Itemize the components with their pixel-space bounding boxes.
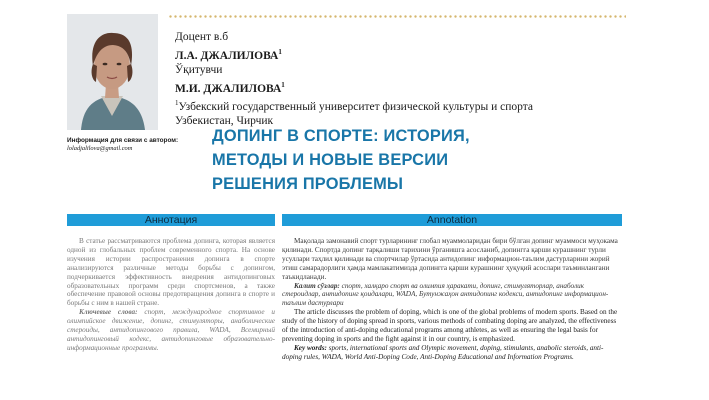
affiliation-sup: 1	[175, 99, 179, 108]
portrait-photo-icon	[67, 14, 158, 130]
article-title-line1: ДОПИНГ В СПОРТЕ: ИСТОРИЯ,	[212, 127, 470, 145]
annotation-column	[282, 237, 622, 362]
annotation-en-body: The article discusses the problem of doping, which is one of the global problems of modern sports. Based on the study of the history of doping spread in sports, various methods of combating doping are analyzed, the effectiveness of the introduction of anti-doping educational programs among athletes, as well as ensuring the legal basis for preventing doping in sports and the fight against it in our country, is emphasized.	[282, 308, 618, 343]
article-title-line2: МЕТОДЫ И НОВЫЕ ВЕРСИИ	[212, 151, 449, 169]
annotation-uz-body: Мақолада замонавий спорт турларининг глобал муаммоларидан бири бўлган допинг муаммоси муҳокама қилинади. Спортда допинг тарқалиши тарихини ўрганишга асосланиб, допингга қарши курашнинг турли усуллари таҳлил қилинади ва спортчилар ўртасида антидопинг информацион-таълим дастурларини жорий этиш самарадорлиги ҳамда мамлакатимизда допингга қарши курашнинг ҳуқуқий асослари таъминлангани таъкидланади.	[282, 237, 618, 281]
affiliation	[175, 96, 635, 114]
dotted-rule	[168, 14, 626, 20]
article-title-line3: РЕШЕНИЯ ПРОБЛЕМЫ	[212, 175, 404, 193]
author2-name	[175, 78, 635, 96]
annotation-ru-body: В статье рассматриваются проблема допинга, которая является одной из глобальных проблем современного спорта. На основе изучения истории распространения допинга в спорте анализируются различные методы борьбы с допингом, подчеркивается эффективность внедрения антидопинговых образовательных программ среди спортсменов, а также обеспечение правовой основы предотвращения допинга в спорте и борьбы с ним в нашей стране.	[67, 237, 275, 308]
author2-name-text: М.И. ДЖАЛИЛОВА	[175, 82, 282, 95]
annotation-ru-header: Аннотация	[67, 214, 275, 226]
author-block	[175, 30, 635, 129]
annotation-en-keywords	[282, 344, 622, 362]
annotation-header: Annotation	[282, 214, 622, 226]
keywords-uz-label: Калит сўзлар:	[294, 281, 340, 290]
contact-label: Информация для связи с автором:	[67, 137, 179, 144]
keywords-ru-label: Ключевые слова:	[79, 308, 138, 317]
annotation-ru-keywords	[67, 308, 275, 353]
author1-sup: 1	[278, 47, 282, 56]
keywords-uz-text: спорт, халқаро спорт ва олимпия ҳаракати, допинг, стимуляторлар, анаболик стероидлар, антидопинг қоидалари, WADA, Бутунжаҳон антидопинг кодекси, антидопинг информацион-таълим дастурлари	[282, 281, 609, 308]
contact-email[interactable]: loladjalilova@gmail.com	[67, 145, 133, 152]
author1-name-text: Л.А. ДЖАЛИЛОВА	[175, 49, 279, 62]
affiliation-text: Узбекский государственный университет физической культуры и спорта	[178, 100, 533, 113]
author1-title: Доцент в.б	[175, 31, 229, 43]
contact-block	[67, 137, 207, 153]
author1-name	[175, 45, 635, 63]
author-photo	[67, 14, 158, 130]
article-title	[212, 124, 592, 196]
annotation-uz-keywords	[282, 282, 622, 309]
author2-sup: 1	[281, 80, 285, 89]
annotation-ru-column	[67, 237, 275, 353]
keywords-ru-text: спорт, международное спортивное и олимпийское движение, допинг, стимуляторы, анаболические стероиды, антидопингового правила, WADA, Всемирный антидопинговый кодекс, антидопинговые образовательно-информационные программы.	[67, 308, 275, 352]
keywords-en-label: Key words:	[294, 343, 327, 352]
location: Узбекистан, Чирчик	[175, 115, 274, 128]
keywords-en-text: sports, international sports and Olympic movement, doping, stimulants, anabolic steroids, anti-doping rules, WADA, World Anti-Doping Code, Anti-Doping Educational and Information Programs.	[282, 343, 604, 361]
author2-title: Ўқитувчи	[175, 64, 223, 77]
